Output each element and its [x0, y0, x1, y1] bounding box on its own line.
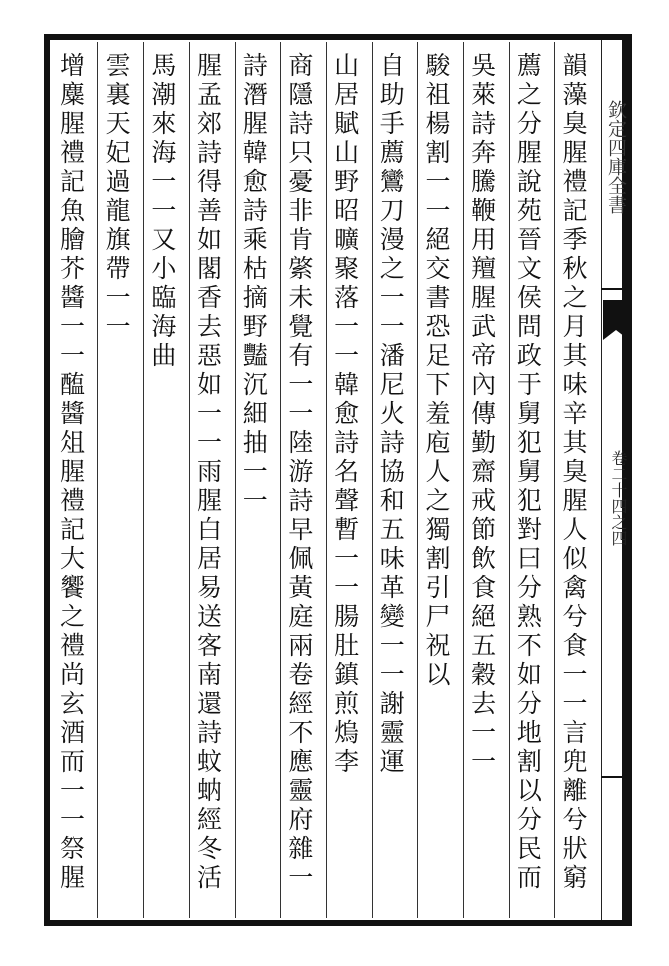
- text-column-3: 吳萊詩奔騰鞭用羶腥武帝內傳勤齋戒節飲食絕五穀去一一: [463, 42, 509, 918]
- text-column-4: 駿祖楊割一一絕交書恐足下羞庖人之獨割引尸祝以: [417, 42, 463, 918]
- text-column-6: 山居賦山野昭曠聚落一一韓愈詩名聲暫一一腸肚鎮煎熓李: [326, 42, 372, 918]
- margin-rule-bottom: [601, 776, 629, 778]
- text-columns: [52, 42, 600, 918]
- book-title: 欽定四庫全書: [605, 100, 627, 214]
- text-column-12: 增麋腥禮記魚膾芥醬一一醢醬俎腥禮記大饗之禮尚玄酒而一一祭腥: [56, 52, 86, 893]
- text-column-1: 韻藻臭腥禮記季秋之月其味辛其臭腥人似禽兮食一一言兜離兮狀窮: [554, 42, 600, 918]
- text-column-7: 商隱詩只憂非肯綮未覺有一一陸游詩早佩黃庭兩卷經不應靈府雜一: [280, 42, 326, 918]
- text-column-11: 雲裏天妃過龍旗帶一一: [97, 42, 143, 918]
- text-column-9: 腥孟郊詩得善如閣香去惡如一一雨腥白居易送客南還詩蚊蚋經冬活: [189, 42, 235, 918]
- text-column-8: 詩潛腥韓愈詩乘枯摘野豔沉細抽一一: [235, 42, 281, 918]
- margin-column: [601, 40, 629, 920]
- text-column-5: 自助手薦鸞刀漫之一一潘尼火詩協和五味革變一一謝靈運: [372, 42, 418, 918]
- volume-label: 卷二十四之四: [609, 450, 628, 546]
- text-column-2: 薦之分腥說苑晉文侯問政于舅犯舅犯對曰分熟不如分地割以分民而: [509, 42, 555, 918]
- text-column-10: 馬潮來海一一又小臨海曲: [143, 42, 189, 918]
- margin-rule-top: [601, 288, 629, 290]
